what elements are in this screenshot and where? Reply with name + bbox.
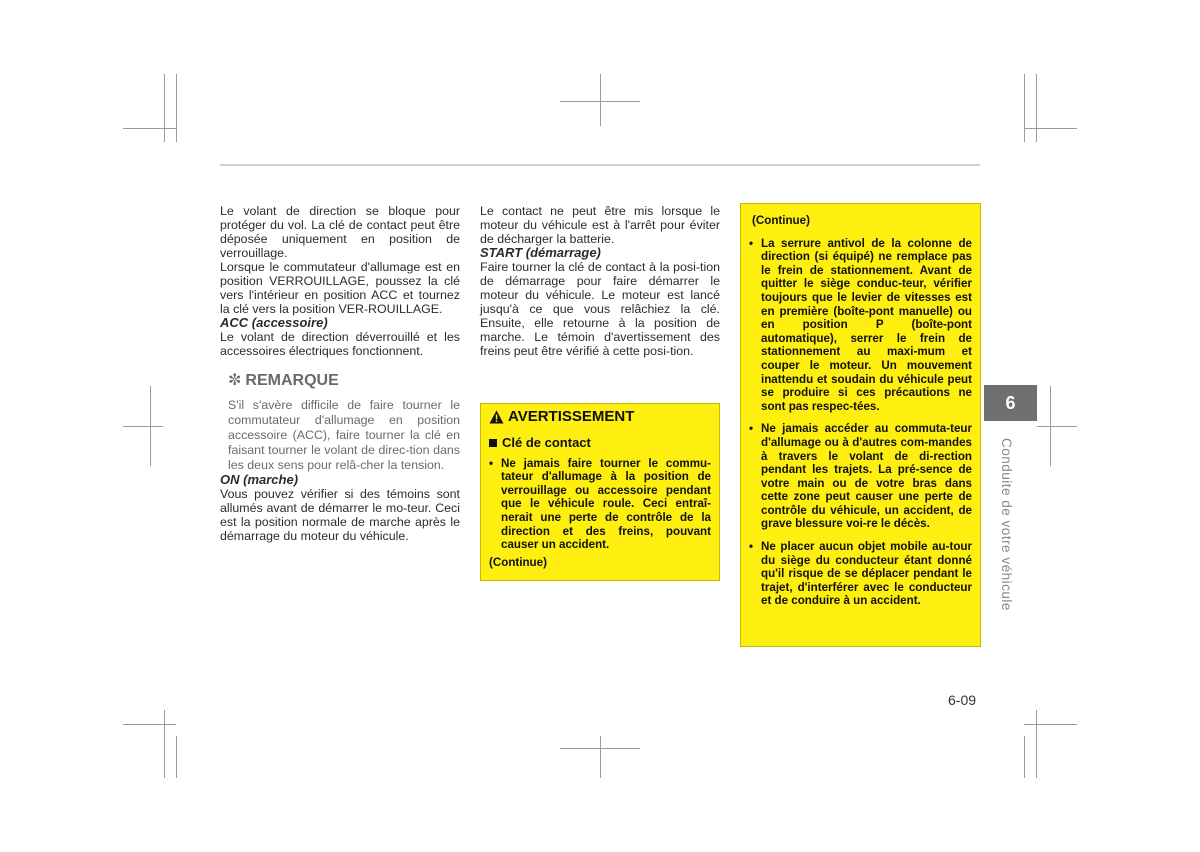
warning-bullet-text: Ne jamais accéder au commuta-teur d'allumage ou à d'autres com-mandes à travers le volant de di-rection pendant les trajets. La pré-sence de votre main ou de votre bras dans cette zone peut causer une perte de contrôle du véhicule, un accident, de grave blessure voi-re le décès. <box>761 422 972 531</box>
warning-heading <box>489 410 711 424</box>
crop-mark <box>1024 724 1077 725</box>
header-rule <box>220 164 980 166</box>
registration-mark <box>600 736 601 778</box>
acc-paragraph: Le volant de direction déverrouillé et les accessoires électriques fonctionnent. <box>220 330 460 358</box>
acc-heading: ACC (accessoire) <box>220 315 328 330</box>
registration-mark <box>1050 386 1051 466</box>
crop-mark <box>123 128 176 129</box>
continue-label: (Continue) <box>489 555 547 569</box>
bullet-dot-icon: • <box>749 422 754 436</box>
square-bullet-icon <box>489 439 497 447</box>
crop-mark <box>164 74 165 142</box>
column-left <box>220 204 460 543</box>
registration-mark <box>150 386 151 466</box>
warning-box <box>480 403 720 581</box>
warning-bullet <box>749 422 972 531</box>
warning-bullet <box>749 540 972 608</box>
note-box <box>228 374 460 473</box>
warning-bullet-text: Ne jamais faire tourner le commu-tateur d'allumage à la position de verrouillage ou accessoire pendant que le véhicule roule. Ceci entraî-nerait une perte de contrôle de la direction et des freins, pouvant causer un accident. <box>501 456 711 552</box>
column-middle <box>480 204 720 358</box>
warning-subtitle: Clé de contact <box>502 435 591 450</box>
crop-mark <box>176 736 177 778</box>
bullet-dot-icon: • <box>749 236 754 250</box>
bullet-dot-icon: • <box>749 540 754 554</box>
warning-title: AVERTISSEMENT <box>508 408 635 426</box>
continue-label: (Continue) <box>752 214 810 227</box>
asterisk-icon: ✼ <box>228 372 242 389</box>
lock-paragraph: Lorsque le commutateur d'allumage est en position VERROUILLAGE, poussez la clé vers l'intérieur en position ACC et tournez la clé vers la position VER-ROUILLAGE. <box>220 260 460 316</box>
on-heading: ON (marche) <box>220 472 299 487</box>
registration-mark <box>1037 426 1077 427</box>
registration-mark <box>600 74 601 126</box>
crop-mark <box>1036 74 1037 142</box>
start-heading: START (démarrage) <box>480 245 601 260</box>
chapter-title: Conduite de votre véhicule <box>999 438 1014 611</box>
warning-bullet <box>749 237 972 414</box>
warning-bullet-text: Ne placer aucun objet mobile au-tour du siège du conducteur étant donné qu'il risque de se déplacer pendant le trajet, d'interférer avec le conducteur et de conduire à un accident. <box>761 540 972 608</box>
note-heading <box>228 374 460 388</box>
battery-paragraph: Le contact ne peut être mis lorsque le moteur du véhicule est à l'arrêt pour éviter de décharger la batterie. <box>480 204 720 246</box>
warning-triangle-icon <box>489 410 504 424</box>
warning-box-continued <box>740 203 981 647</box>
crop-mark <box>1036 710 1037 778</box>
registration-mark <box>123 426 163 427</box>
bullet-dot-icon: • <box>489 456 494 470</box>
crop-mark <box>1024 736 1025 778</box>
warning-bullet-text: La serrure antivol de la colonne de direction (si équipé) ne remplace pas le frein de stationnement. Avant de quitter le siège conduc-teur, vérifier toujours que le levier de vitesses est en première (boîte-pont manuelle) ou en position P (boîte-pont automatique), serrer le frein de stationnement au maxi-mum et couper le moteur. Un mouvement inattendu et soudain du véhicule peut se produire si ces précautions ne sont pas respec-tées. <box>761 236 972 413</box>
crop-mark <box>176 74 177 142</box>
on-paragraph: Vous pouvez vérifier si des témoins sont allumés avant de démarrer le mo-teur. Ceci est la position normale de marche après le démarrage du moteur du véhicule. <box>220 487 460 543</box>
start-paragraph: Faire tourner la clé de contact à la posi-tion de démarrage pour faire démarrer le moteur du véhicule. Le moteur est lancé jusqu'à ce que vous relâchiez la clé. Ensuite, elle retourne à la position de marche. Le témoin d'avertissement des freins peut être vérifié à cette posi-tion. <box>480 260 720 358</box>
crop-mark <box>164 710 165 778</box>
warning-subheading <box>489 436 711 450</box>
intro-paragraph: Le volant de direction se bloque pour protéger du vol. La clé de contact peut être déposée uniquement en position de verrouillage. <box>220 204 460 260</box>
note-title: REMARQUE <box>245 372 339 389</box>
page-number: 6-09 <box>948 692 977 708</box>
crop-mark <box>1024 74 1025 142</box>
crop-mark <box>1024 128 1077 129</box>
note-text: S'il s'avère difficile de faire tourner le commutateur d'allumage en position accessoire (ACC), faire tourner la clé en faisant tourner le volant de direc-tion dans les deux sens pour relâ-cher la tension. <box>228 398 460 472</box>
crop-mark <box>123 724 176 725</box>
warning-bullet <box>489 457 711 552</box>
chapter-number-tab: 6 <box>984 385 1037 421</box>
